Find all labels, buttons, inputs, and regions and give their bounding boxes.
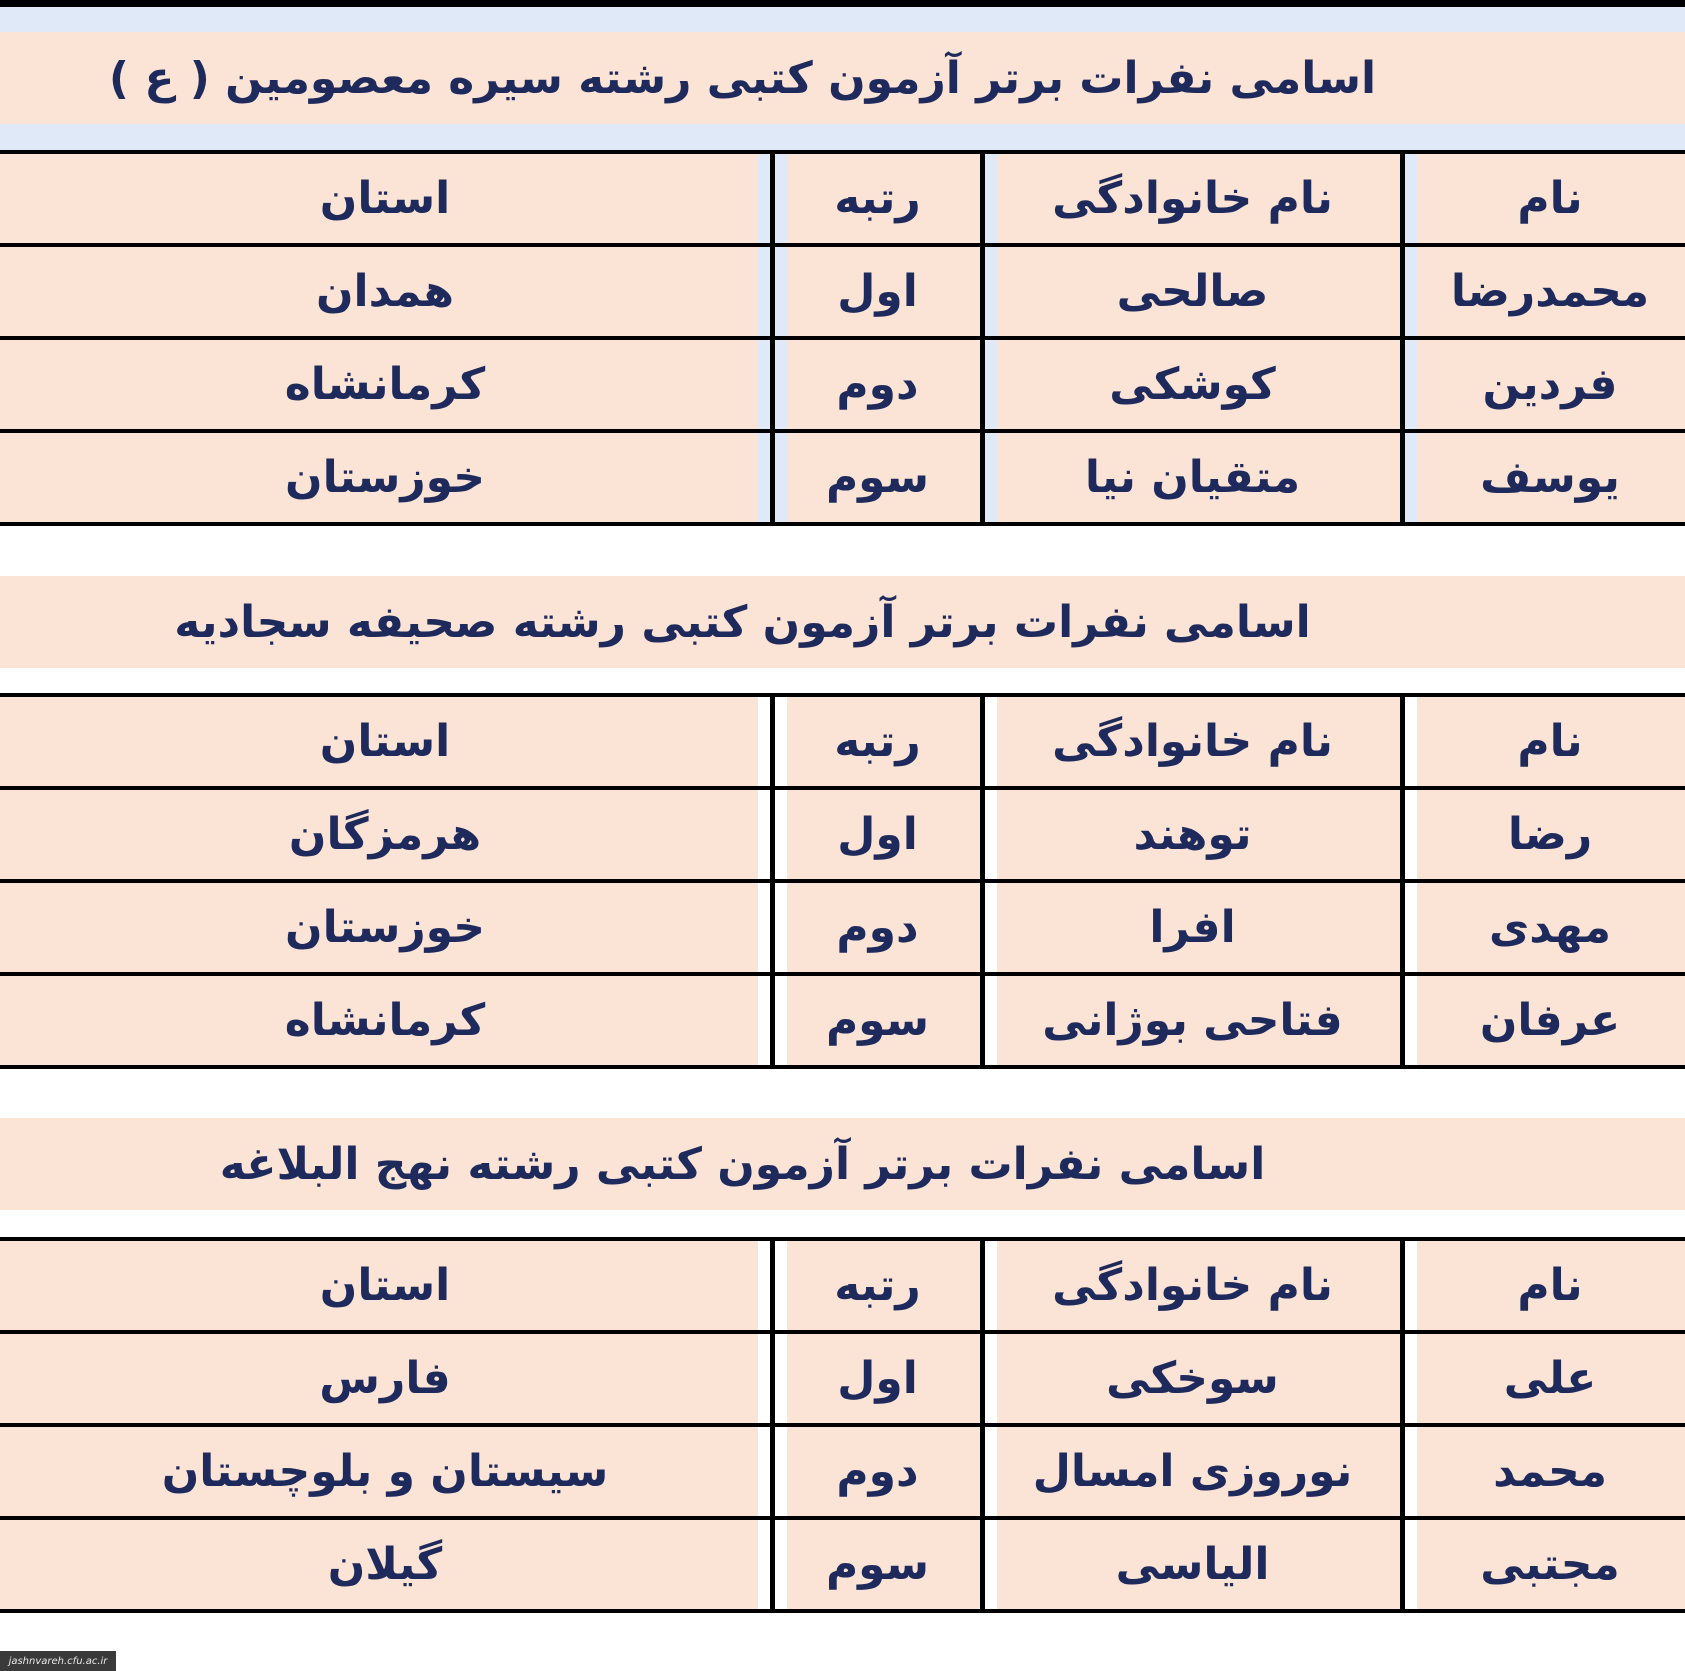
cell-rank: اول bbox=[773, 788, 983, 881]
section-title-seerah bbox=[0, 32, 1685, 124]
cell-province: کرمانشاه bbox=[0, 974, 773, 1067]
header-rank: رتبه bbox=[773, 695, 983, 788]
cell-province: سیستان و بلوچستان bbox=[0, 1425, 773, 1518]
cell-province: هرمزگان bbox=[0, 788, 773, 881]
cell-province: گیلان bbox=[0, 1518, 773, 1611]
header-name: نام bbox=[1403, 152, 1685, 245]
watermark: jashnvareh.cfu.ac.ir bbox=[0, 1651, 116, 1671]
results-table-seerah bbox=[0, 150, 1685, 526]
cell-name: محمدرضا bbox=[1403, 245, 1685, 338]
table-row bbox=[0, 788, 1685, 881]
cell-rank: سوم bbox=[773, 1518, 983, 1611]
header-family: نام خانوادگی bbox=[983, 152, 1403, 245]
section-title-sahifa bbox=[0, 576, 1685, 668]
table-row bbox=[0, 1332, 1685, 1425]
section-title-text: اسامی نفرات برتر آزمون کتبی رشته صحیفه سجادیه bbox=[174, 596, 1311, 648]
cell-rank: دوم bbox=[773, 881, 983, 974]
header-province: استان bbox=[0, 1239, 773, 1332]
cell-province: خوزستان bbox=[0, 431, 773, 524]
cell-province: کرمانشاه bbox=[0, 338, 773, 431]
cell-family: فتاحی بوژانی bbox=[983, 974, 1403, 1067]
cell-family: کوشکی bbox=[983, 338, 1403, 431]
table-row bbox=[0, 881, 1685, 974]
cell-name: یوسف bbox=[1403, 431, 1685, 524]
table-row bbox=[0, 338, 1685, 431]
cell-name: رضا bbox=[1403, 788, 1685, 881]
cell-family: افرا bbox=[983, 881, 1403, 974]
section-title-text: اسامی نفرات برتر آزمون کتبی رشته سیره معصومین ( ع ) bbox=[108, 52, 1377, 104]
header-family: نام خانوادگی bbox=[983, 695, 1403, 788]
table-row bbox=[0, 974, 1685, 1067]
top-band bbox=[0, 7, 1685, 32]
header-rank: رتبه bbox=[773, 152, 983, 245]
cell-rank: سوم bbox=[773, 431, 983, 524]
section-title-nahj bbox=[0, 1118, 1685, 1210]
header-province: استان bbox=[0, 152, 773, 245]
results-table-sahifa bbox=[0, 693, 1685, 1069]
cell-rank: اول bbox=[773, 245, 983, 338]
header-name: نام bbox=[1403, 695, 1685, 788]
top-border bbox=[0, 0, 1685, 7]
cell-family: صالحی bbox=[983, 245, 1403, 338]
cell-rank: دوم bbox=[773, 338, 983, 431]
cell-family: متقیان نیا bbox=[983, 431, 1403, 524]
cell-family: نوروزی امسال bbox=[983, 1425, 1403, 1518]
cell-name: مجتبی bbox=[1403, 1518, 1685, 1611]
cell-family: توهند bbox=[983, 788, 1403, 881]
cell-family: سوخکی bbox=[983, 1332, 1403, 1425]
cell-family: الیاسی bbox=[983, 1518, 1403, 1611]
cell-rank: دوم bbox=[773, 1425, 983, 1518]
header-rank: رتبه bbox=[773, 1239, 983, 1332]
table-row bbox=[0, 431, 1685, 524]
header-family: نام خانوادگی bbox=[983, 1239, 1403, 1332]
cell-name: فردین bbox=[1403, 338, 1685, 431]
cell-rank: سوم bbox=[773, 974, 983, 1067]
table-row bbox=[0, 1518, 1685, 1611]
cell-province: همدان bbox=[0, 245, 773, 338]
cell-rank: اول bbox=[773, 1332, 983, 1425]
header-province: استان bbox=[0, 695, 773, 788]
section-title-text: اسامی نفرات برتر آزمون کتبی رشته نهج البلاغه bbox=[219, 1138, 1266, 1190]
cell-name: مهدی bbox=[1403, 881, 1685, 974]
table-header-row bbox=[0, 152, 1685, 245]
cell-name: علی bbox=[1403, 1332, 1685, 1425]
results-table-nahj bbox=[0, 1237, 1685, 1613]
cell-province: فارس bbox=[0, 1332, 773, 1425]
cell-name: عرفان bbox=[1403, 974, 1685, 1067]
table-row bbox=[0, 1425, 1685, 1518]
cell-name: محمد bbox=[1403, 1425, 1685, 1518]
table-row bbox=[0, 245, 1685, 338]
table-header-row bbox=[0, 1239, 1685, 1332]
table-header-row bbox=[0, 695, 1685, 788]
section-separator bbox=[0, 124, 1685, 150]
header-name: نام bbox=[1403, 1239, 1685, 1332]
cell-province: خوزستان bbox=[0, 881, 773, 974]
